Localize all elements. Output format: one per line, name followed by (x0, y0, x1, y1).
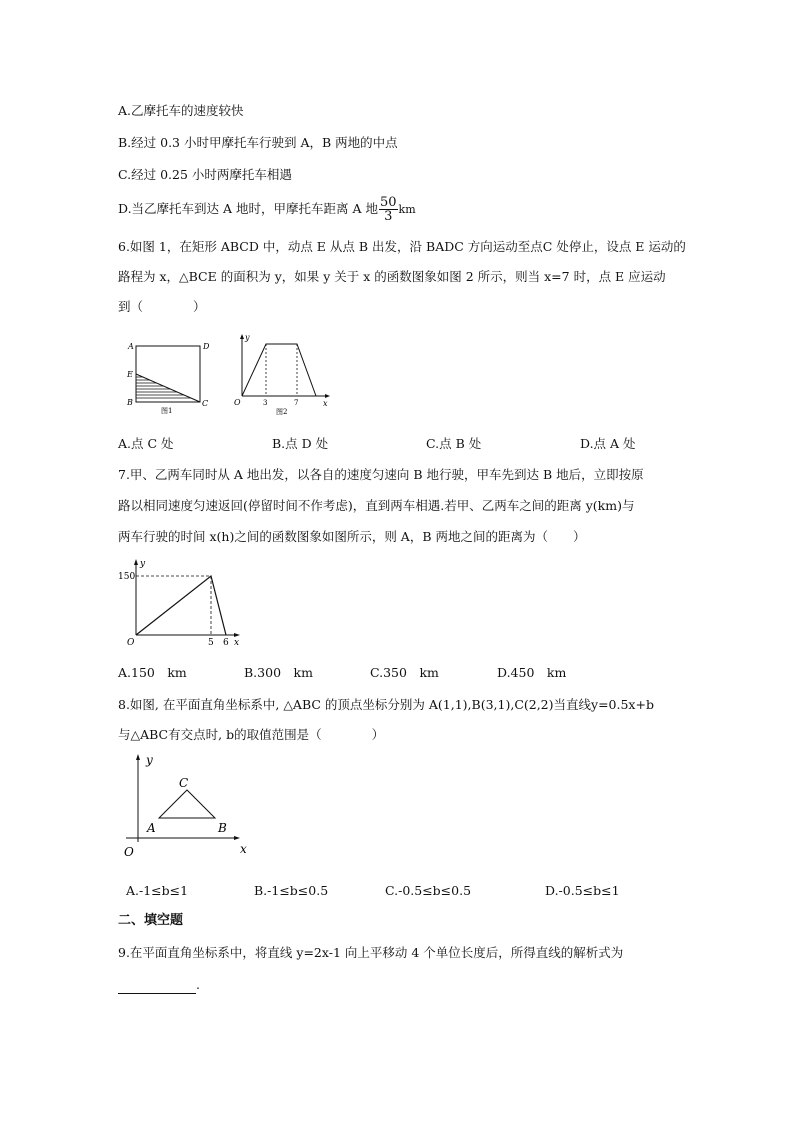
q5-option-d-text: D.当乙摩托车到达 A 地时，甲摩托车距离 A 地 (118, 201, 378, 216)
answer-blank[interactable] (118, 981, 196, 994)
rectangle-abcd (136, 346, 200, 402)
x-axis-arrow (234, 633, 240, 637)
axis-label-y: y (146, 753, 153, 767)
vertex-label-b: B (218, 821, 227, 835)
q8-option-d: D.-0.5≤b≤1 (545, 883, 620, 898)
q7-graph (116, 556, 256, 648)
section-heading-fill-in: 二、填空题 (118, 913, 184, 928)
q6-figure1 (120, 336, 215, 418)
q8-option-b: B.-1≤b≤0.5 (254, 883, 329, 898)
q7-stem-line1: 7.甲、乙两车同时从 A 地出发，以各自的速度匀速向 B 地行驶，甲车先到达 B 地后，立即按原 (118, 467, 644, 482)
q8-stem-line2: 与△ABC有交点时, b的取值范围是（ ） (118, 727, 385, 742)
q8-stem-line1: 8.如图, 在平面直角坐标系中, △ABC 的顶点坐标分别为 A(1,1),B(3,1),C(2,2)当直线y=0.5x+b (118, 697, 654, 712)
q8-option-a: A.-1≤b≤1 (126, 883, 189, 898)
q7-option-a: A.150 km (118, 665, 187, 680)
y-axis-arrow (134, 559, 138, 565)
origin-label: O (124, 845, 134, 859)
q6-option-c: C.点 B 处 (426, 436, 482, 451)
figure1-caption: 图1 (161, 407, 173, 415)
origin-label: O (234, 398, 241, 407)
q8-graph (116, 750, 256, 862)
y-axis-arrow (240, 334, 244, 339)
label-e: E (127, 370, 133, 379)
vertex-label-a: A (147, 821, 156, 835)
fraction-denominator: 3 (384, 209, 393, 224)
q9-answer-line (118, 976, 200, 994)
distance-graph (136, 576, 226, 635)
x-tick-label-5: 5 (208, 638, 214, 648)
unit-km: km (398, 203, 416, 216)
tick-label-3: 3 (263, 399, 268, 407)
q6-option-b: B.点 D 处 (272, 436, 329, 451)
axis-label-y: y (245, 333, 250, 342)
axis-label-x: x (234, 638, 240, 648)
q5-option-a: A.乙摩托车的速度较快 (118, 103, 244, 118)
axis-label-x: x (240, 842, 247, 856)
q6-figure2 (230, 330, 340, 420)
y-tick-label-150: 150 (118, 572, 136, 582)
q7-stem-line3: 两车行驶的时间 x(h)之间的函数图象如图所示，则 A，B 两地之间的距离为（ ） (118, 529, 586, 544)
function-graph (242, 344, 316, 396)
y-axis-arrow (136, 754, 140, 760)
q6-stem-line1: 6.如图 1，在矩形 ABCD 中，动点 E 从点 B 出发，沿 BADC 方向运动至点C 处停止，设点 E 运动的 (118, 239, 686, 254)
q6-option-a: A.点 C 处 (118, 436, 174, 451)
q7-option-d: D.450 km (497, 665, 567, 680)
q5-option-d (118, 196, 416, 223)
label-a: A (128, 342, 134, 351)
label-b: B (127, 398, 133, 407)
q7-option-b: B.300 km (244, 665, 313, 680)
axis-label-y: y (140, 559, 146, 569)
label-c: C (202, 399, 209, 408)
q8-option-c: C.-0.5≤b≤0.5 (385, 883, 472, 898)
q6-stem-line3: 到（ ） (118, 299, 206, 314)
q5-option-b: B.经过 0.3 小时甲摩托车行驶到 A，B 两地的中点 (118, 135, 398, 150)
q5-option-c: C.经过 0.25 小时两摩托车相遇 (118, 167, 292, 182)
tick-label-7: 7 (294, 399, 299, 407)
q9-period: . (196, 977, 200, 992)
x-axis-arrow (325, 394, 330, 398)
figure2-caption: 图2 (276, 408, 288, 416)
q9-stem-line1: 9.在平面直角坐标系中，将直线 y=2x-1 向上平移动 4 个单位长度后，所得直线的解析式为 (118, 945, 624, 960)
triangle-abc (159, 790, 215, 818)
q7-option-c: C.350 km (370, 665, 439, 680)
q6-stem-line2: 路程为 x，△BCE 的面积为 y，如果 y 关于 x 的函数图象如图 2 所示，则当 x=7 时，点 E 应运动 (118, 269, 666, 284)
q6-option-d: D.点 A 处 (580, 436, 636, 451)
fraction-numerator: 50 (380, 195, 397, 210)
vertex-label-c: C (179, 776, 189, 790)
fraction (379, 196, 398, 223)
q7-stem-line2: 路以相同速度匀速返回(停留时间不作考虑)，直到两车相遇.若甲、乙两车之间的距离 y(km)与 (118, 498, 635, 513)
x-tick-label-6: 6 (223, 638, 229, 648)
x-axis-arrow (234, 836, 240, 840)
label-d: D (203, 342, 210, 351)
origin-label: O (127, 638, 135, 648)
axis-label-x: x (323, 399, 328, 408)
